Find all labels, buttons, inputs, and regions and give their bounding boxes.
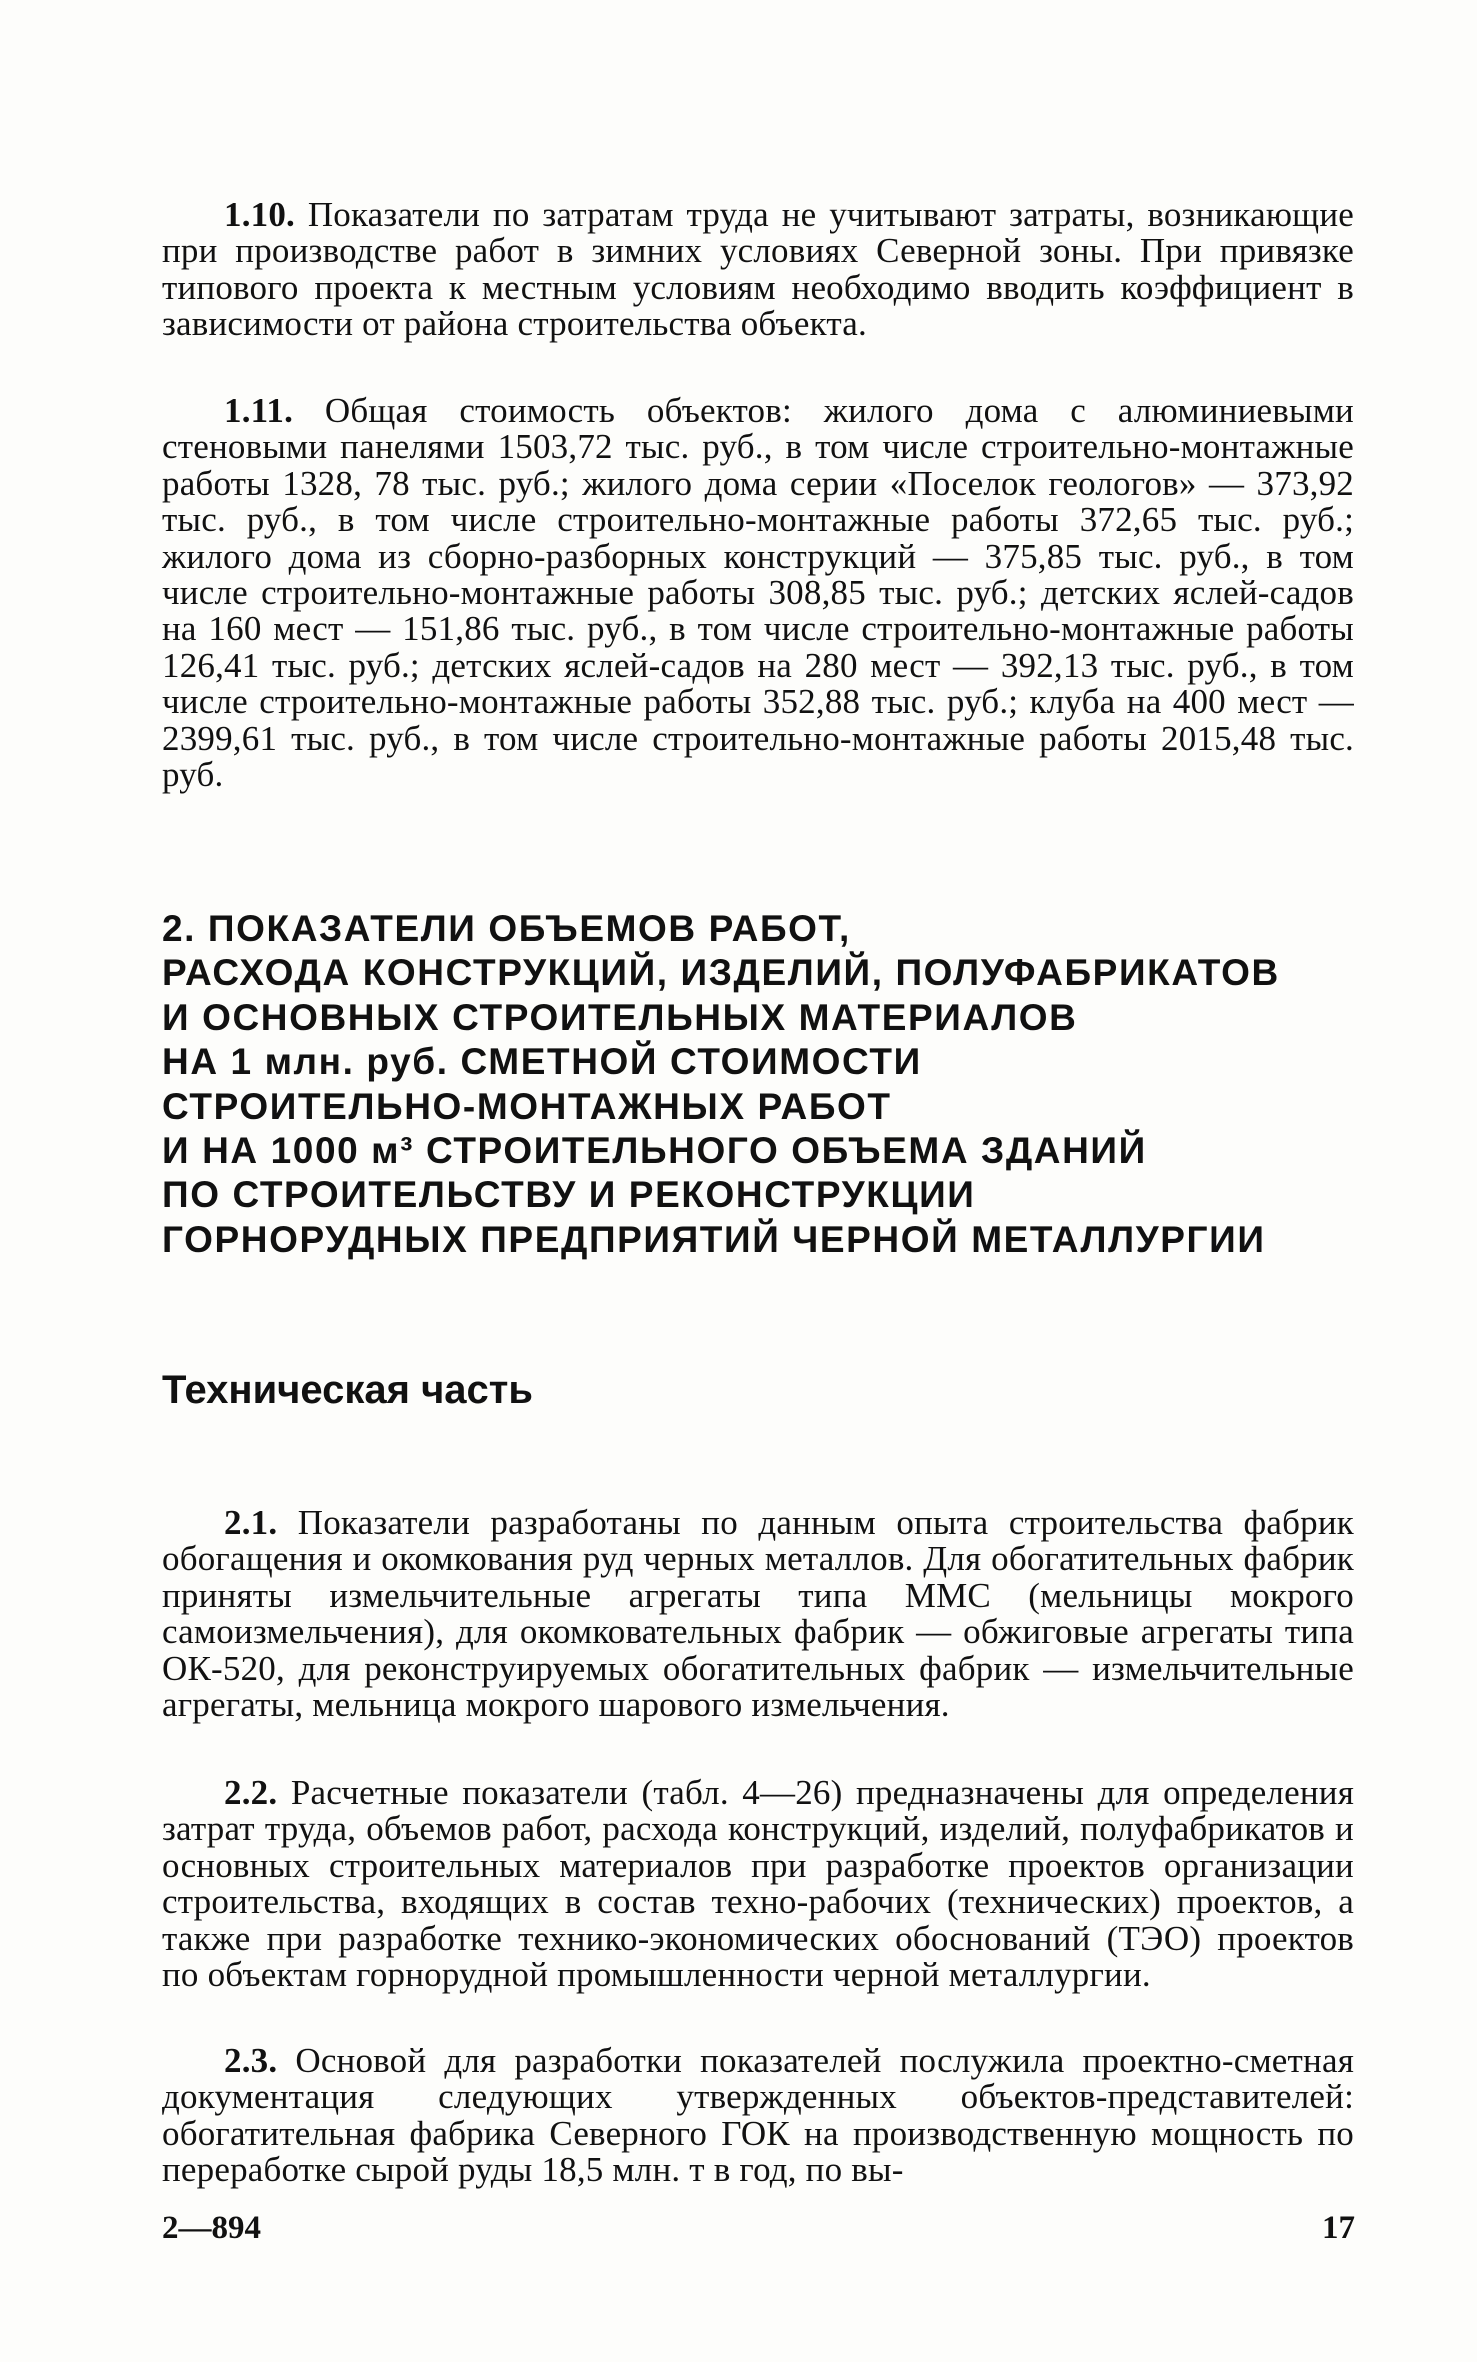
section-heading-line: ГОРНОРУДНЫХ ПРЕДПРИЯТИЙ ЧЕРНОЙ МЕТАЛЛУРГИИ [162, 1218, 1266, 1260]
paragraph-number: 2.1. [224, 1503, 278, 1542]
signature-mark: 2—894 [162, 2210, 261, 2246]
section-heading-line: РАСХОДА КОНСТРУКЦИЙ, ИЗДЕЛИЙ, ПОЛУФАБРИКАТОВ [162, 952, 1280, 994]
paragraph-number: 1.11. [224, 391, 294, 430]
paragraph-1-10 [162, 197, 1354, 343]
section-heading-line: ПО СТРОИТЕЛЬСТВУ И РЕКОНСТРУКЦИИ [162, 1174, 976, 1216]
paragraph-text: Общая стоимость объектов: жилого дома с алюминиевыми стеновыми панелями 1503,72 тыс. руб., в том числе строительно-монтажные работы 1328, 78 тыс. руб.; жилого дома серии «Поселок геологов» — 373,92 тыс. руб., в том числе строительно-монтажные работы 372,65 тыс. руб.; жилого дома из сборно-разборных конструкций — 375,85 тыс. руб., в том числе строительно-монтажные работы 308,85 тыс. руб.; детских яслей-садов на 160 мест — 151,86 тыс. руб., в том числе строительно-монтажные работы 126,41 тыс. руб.; детских яслей-садов на 280 мест — 392,13 тыс. руб., в том числе строительно-монтажные работы 352,88 тыс. руб.; клуба на 400 мест — 2399,61 тыс. руб., в том числе строительно-монтажные работы 2015,48 тыс. руб. [162, 391, 1354, 795]
section-heading-line: НА 1 млн. руб. СМЕТНОЙ СТОИМОСТИ [162, 1041, 922, 1083]
paragraph-2-3 [162, 2043, 1354, 2189]
paragraph-text: Расчетные показатели (табл. 4—26) предназначены для определения затрат труда, объемов работ, расхода конструкций, изделий, полуфабрикатов и основных строительных материалов при разработке проектов организации строительства, входящих в состав техно-рабочих (технических) проектов, а также при разработке технико-экономических обоснований (ТЭО) проектов по объектам горнорудной промышленности черной металлургии. [162, 1773, 1354, 1995]
section-heading-line: СТРОИТЕЛЬНО-МОНТАЖНЫХ РАБОТ [162, 1085, 892, 1127]
paragraph-number: 1.10. [224, 195, 295, 234]
paragraph-number: 2.3. [224, 2041, 278, 2080]
paragraph-1-11 [162, 393, 1354, 793]
page-number: 17 [1322, 2210, 1355, 2246]
section-heading-line: И НА 1000 м³ СТРОИТЕЛЬНОГО ОБЪЕМА ЗДАНИЙ [162, 1130, 1147, 1172]
paragraph-number: 2.2. [224, 1773, 278, 1812]
paragraph-text: Показатели по затратам труда не учитывают затраты, возникающие при производстве работ в зимних условиях Северной зоны. При привязке типового проекта к местным условиям необходимо вводить коэффициент в зависимости от района строительства объекта. [162, 195, 1354, 344]
section-heading-line: 2. ПОКАЗАТЕЛИ ОБЪЕМОВ РАБОТ, [162, 908, 851, 949]
section-heading [162, 907, 1362, 1262]
paragraph-2-2 [162, 1775, 1354, 1993]
paragraph-text: Основой для разработки показателей послужила проектно-сметная документация следующих утвержденных объектов-представителей: обогатительная фабрика Северного ГОК на производственную мощность по переработке сырой руды 18,5 млн. т в год, по вы- [162, 2041, 1354, 2190]
subheading: Техническая часть [162, 1368, 533, 1412]
paragraph-2-1 [162, 1505, 1354, 1723]
paragraph-text: Показатели разработаны по данным опыта строительства фабрик обогащения и окомкования руд черных металлов. Для обогатительных фабрик приняты измельчительные агрегаты типа ММС (мельницы мокрого самоизмельчения), для окомковательных фабрик — обжиговые агрегаты типа ОК-520, для реконструируемых обогатительных фабрик — измельчительные агрегаты, мельница мокрого шарового измельчения. [162, 1503, 1354, 1725]
section-heading-line: И ОСНОВНЫХ СТРОИТЕЛЬНЫХ МАТЕРИАЛОВ [162, 996, 1078, 1038]
